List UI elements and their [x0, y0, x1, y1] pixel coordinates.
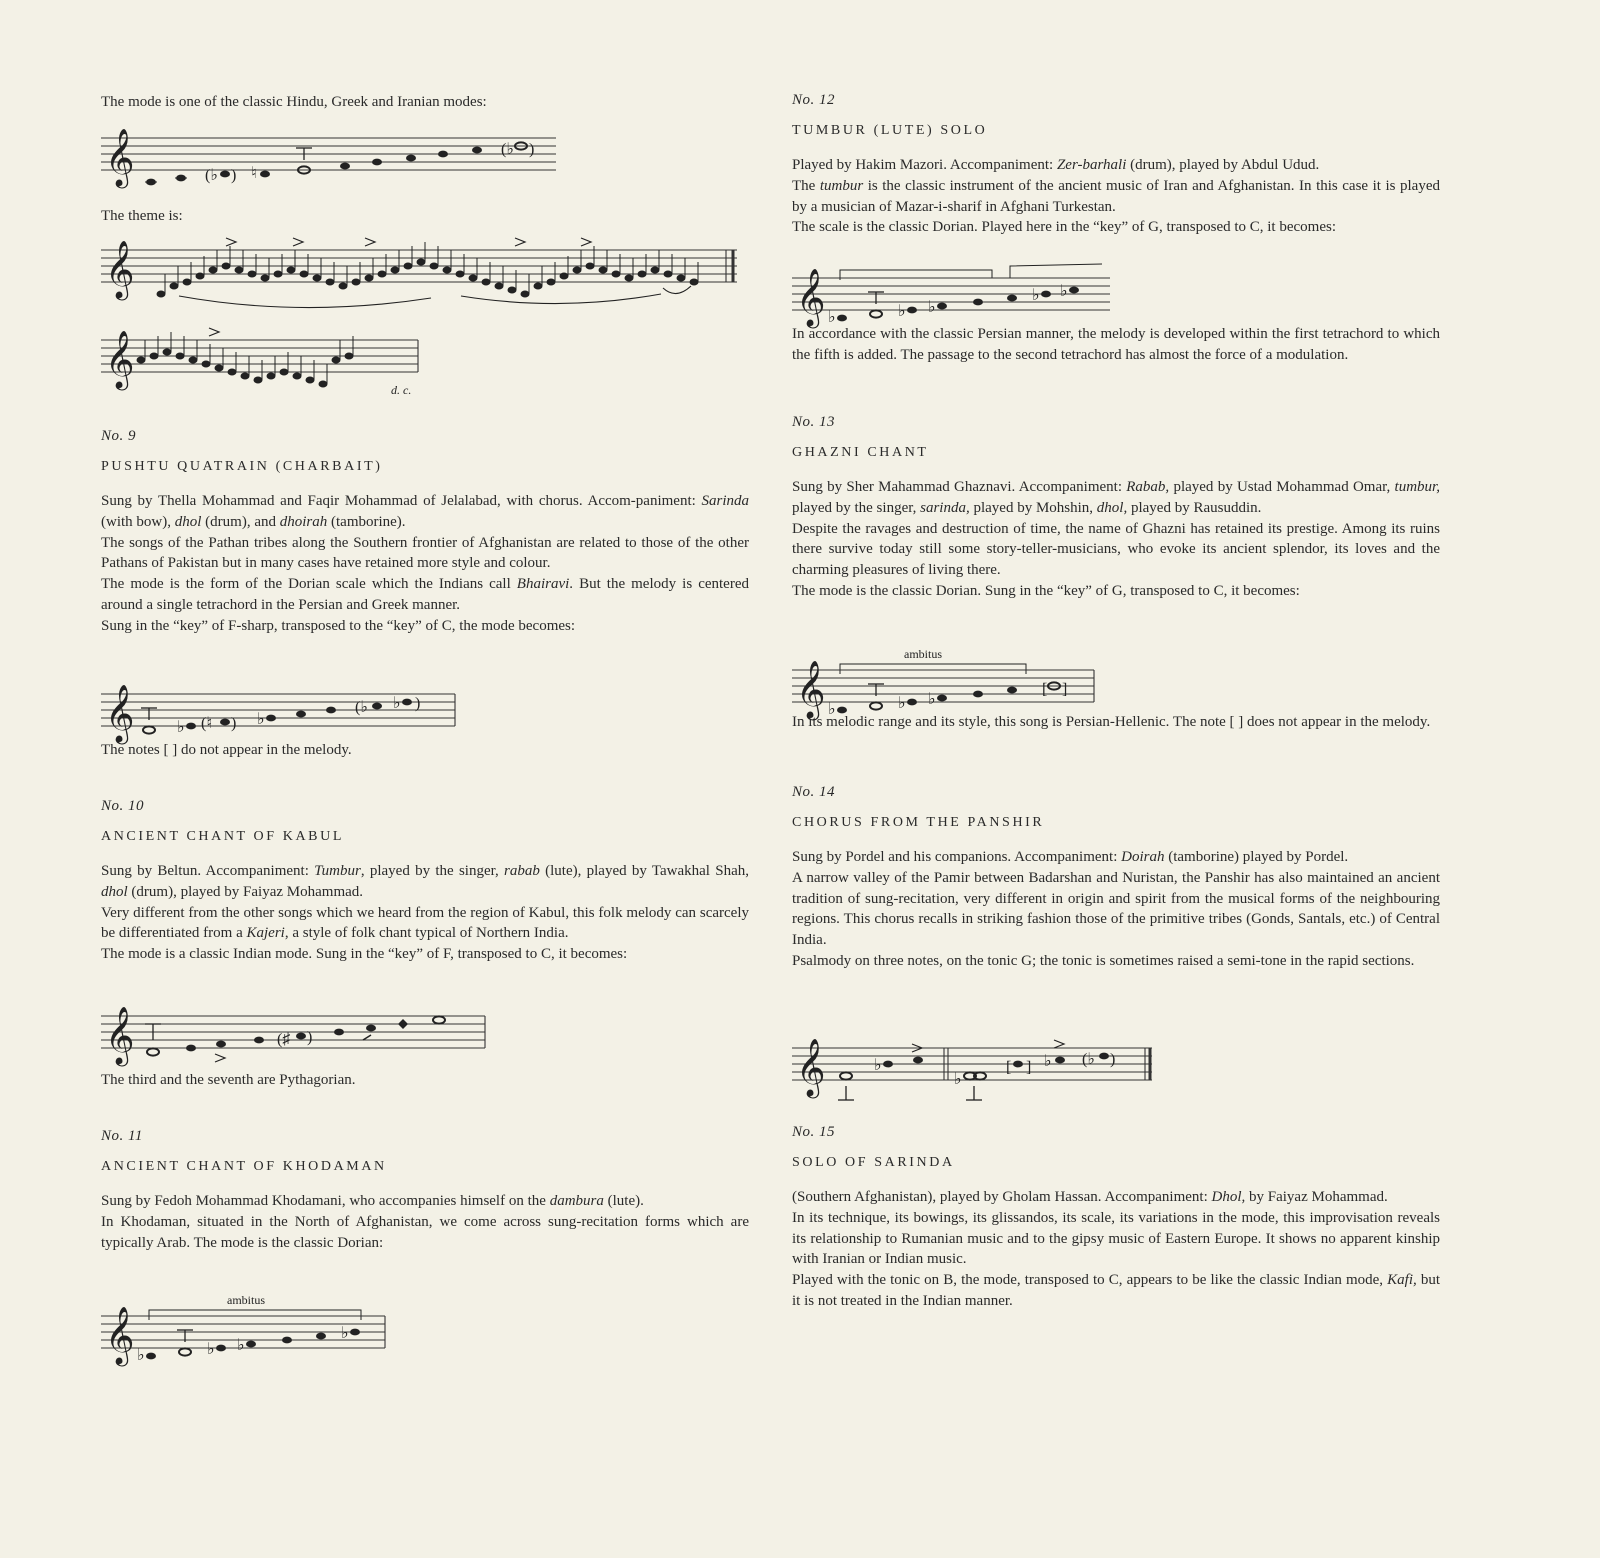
treble-clef-icon: 𝄞	[796, 1039, 826, 1095]
svg-text:): )	[231, 167, 237, 184]
section-title: SOLO OF SARINDA	[792, 1155, 955, 1170]
paragraph: Sung by Thella Mohammad and Faqir Mohammad of Jelalabad, with chorus. Accom-paniment: Sarinda (with bow), dhol (drum), and dhoirah (tamborine).	[101, 493, 749, 530]
paragraph: In Khodaman, situated in the North of Afghanistan, we come across sung-recitation forms which are typically Arab. The mode is the classic Dorian:	[101, 1213, 749, 1251]
paragraph: The scale is the classic Dorian. Played here in the “key” of G, transposed to C, it becomes:	[792, 219, 1336, 236]
section-title: TUMBUR (LUTE) SOLO	[792, 123, 988, 138]
theme-note	[274, 271, 282, 277]
section-number: No. 14	[792, 784, 836, 800]
paragraph: Sung by Pordel and his companions. Accompaniment: Doirah (tamborine) played by Pordel.	[792, 849, 1349, 865]
staff-no11-mode	[101, 1292, 401, 1362]
staff-no10-mode	[101, 1002, 491, 1072]
treble-clef-icon: 𝄞	[105, 1307, 135, 1363]
svg-text:♭: ♭	[828, 309, 836, 326]
section-number: No. 10	[101, 798, 145, 814]
paragraph: The tumbur is the classic instrument of the ancient music of Iran and Afghanistan. In this case it is played by a musician of Mazar-i-sharif in Afghani Turkestan.	[792, 177, 1440, 215]
paragraph: Sung in the “key” of F-sharp, transposed to the “key” of C, the mode becomes:	[101, 617, 576, 634]
section-no13	[792, 414, 1440, 602]
theme-note	[638, 271, 646, 277]
no13-after	[792, 712, 1440, 733]
section-number: No. 13	[792, 414, 836, 430]
theme-note	[313, 275, 321, 281]
svg-text:): )	[1110, 1051, 1116, 1068]
svg-text:(♮: (♮	[201, 715, 213, 732]
theme-note	[332, 357, 340, 363]
theme-note	[280, 369, 288, 375]
treble-clef-icon: 𝄞	[105, 685, 135, 741]
slurs	[179, 286, 691, 308]
mode-intro	[101, 92, 749, 113]
theme-note	[287, 267, 295, 273]
paragraph: The songs of the Pathan tribes along the Southern frontier of Afghanistan are related to those of the other Pathans of Pakistan but in many cases have retained more style and colour.	[101, 534, 749, 572]
theme-note	[482, 279, 490, 285]
paragraph: Played by Hakim Mazori. Accompaniment: Zer-barhali (drum), played by Abdul Udud.	[792, 157, 1320, 173]
svg-text:(♭: (♭	[355, 699, 368, 716]
mode-intro-text: The mode is one of the classic Hindu, Greek and Iranian modes:	[101, 94, 487, 110]
theme-note	[254, 377, 262, 383]
scale-notes	[828, 283, 1079, 326]
section-number: No. 12	[792, 92, 836, 108]
staff-no12-scale	[792, 254, 1122, 324]
mode-notes	[145, 1016, 445, 1062]
svg-text:♭: ♭	[954, 1071, 962, 1088]
ambitus-bracket	[149, 1310, 361, 1320]
svg-text:): )	[231, 715, 237, 732]
theme-note	[157, 291, 165, 297]
theme-note	[189, 357, 197, 363]
svg-text:♭: ♭	[874, 1057, 882, 1074]
paragraph: A narrow valley of the Pamir between Badarshan and Nuristan, the Panshir has also maintained an ancient tradition of sung-recitation, very different in origin and spirit from the musical forms of the neighbouring regions. This chorus recalls in striking fashion those of the primitive tribes (Gonds, Santals, etc.) of Central India.	[792, 869, 1440, 949]
svg-text:♭: ♭	[1044, 1053, 1052, 1070]
svg-text:♭: ♭	[207, 1341, 215, 1358]
svg-text:[: [	[1042, 681, 1048, 698]
theme-note	[215, 365, 223, 371]
paragraph: Sung by Sher Mahammad Ghaznavi. Accompaniment: Rabab, played by Ustad Mohammad Omar, tumbur, played by the singer, sarinda, played by Mohshin, dhol, played by Rausuddin.	[792, 479, 1440, 516]
mode-notes	[137, 1325, 360, 1364]
theme-note	[248, 271, 256, 277]
paragraph: (Southern Afghanistan), played by Gholam Hassan. Accompaniment: Dhol, by Faiyaz Mohammad.	[792, 1189, 1388, 1205]
svg-text:[: [	[1006, 1059, 1012, 1076]
paragraph: The mode is the classic Dorian. Sung in the “key” of G, transposed to C, it becomes:	[792, 582, 1300, 599]
theme-note	[508, 287, 516, 293]
paragraph: The notes [ ] do not appear in the melody.	[101, 742, 352, 758]
theme-note	[521, 291, 529, 297]
no12-after	[792, 324, 1440, 366]
svg-text:): )	[529, 141, 535, 158]
theme-note	[163, 349, 171, 355]
psalmody-notes	[838, 1040, 1115, 1100]
theme-note	[404, 263, 412, 269]
treble-clef-icon: 𝄞	[105, 129, 135, 185]
section-title: CHORUS FROM THE PANSHIR	[792, 815, 1045, 830]
svg-text:♭: ♭	[898, 303, 906, 320]
theme-note	[352, 279, 360, 285]
tetrachord-bracket-2	[1010, 264, 1102, 278]
paragraph: The mode is a classic Indian mode. Sung in the “key” of F, transposed to C, it becomes:	[101, 946, 628, 963]
theme-note	[534, 283, 542, 289]
treble-clef-icon: 𝄞	[796, 661, 826, 717]
svg-text:): )	[415, 695, 421, 712]
staff-theme-1	[101, 236, 741, 316]
theme-note	[170, 283, 178, 289]
no10-after	[101, 1070, 749, 1091]
paragraph: Very different from the other songs which we heard from the region of Kabul, this folk melody can scarcely be differentiated from a Kajeri, a style of folk chant typical of Northern India.	[101, 904, 749, 942]
svg-text:): )	[307, 1029, 313, 1046]
theme-note	[137, 357, 145, 363]
theme-note	[612, 271, 620, 277]
theme-intro-text: The theme is:	[101, 208, 183, 224]
theme-note	[599, 267, 607, 273]
theme-note	[651, 267, 659, 273]
theme-note	[677, 275, 685, 281]
treble-clef-icon: 𝄞	[796, 269, 826, 325]
dc-label: d. c.	[391, 383, 412, 397]
paragraph: In accordance with the classic Persian manner, the melody is developed within the first tetrachord to which the fifth is added. The passage to the second tetrachord has almost the force of a modulation.	[792, 326, 1440, 363]
section-title: PUSHTU QUATRAIN (CHARBAIT)	[101, 459, 383, 474]
svg-text:♭: ♭	[341, 1325, 349, 1342]
ambitus-label: ambitus	[227, 1293, 265, 1307]
svg-text:♭: ♭	[237, 1337, 245, 1354]
scale-notes	[145, 141, 534, 185]
accent-marks	[226, 238, 591, 246]
svg-text:(♯: (♯	[277, 1031, 291, 1048]
theme-note	[690, 279, 698, 285]
theme-note	[306, 377, 314, 383]
svg-text:♭: ♭	[137, 1347, 145, 1364]
svg-text:♭: ♭	[928, 691, 936, 708]
theme-note	[456, 271, 464, 277]
section-no14	[792, 784, 1440, 972]
staff-lines	[792, 1048, 1152, 1080]
theme-note	[495, 283, 503, 289]
staff-lines	[101, 1016, 485, 1048]
svg-text:♭: ♭	[177, 719, 185, 736]
theme-note	[586, 263, 594, 269]
section-no12	[792, 92, 1440, 238]
theme-note	[319, 381, 327, 387]
theme-note	[293, 373, 301, 379]
theme-note	[235, 267, 243, 273]
accent-mark	[209, 328, 219, 336]
svg-text:(♭: (♭	[501, 141, 514, 158]
staff-theme-2	[101, 326, 431, 406]
section-no10	[101, 798, 749, 965]
svg-text:]: ]	[1026, 1059, 1032, 1076]
staff-lines	[101, 694, 455, 726]
section-no11	[101, 1128, 749, 1253]
theme-note	[228, 369, 236, 375]
section-number: No. 15	[792, 1124, 836, 1140]
section-title: ANCIENT CHANT OF KABUL	[101, 829, 344, 844]
theme-note	[209, 267, 217, 273]
theme-note	[664, 271, 672, 277]
staff-no13-mode	[792, 646, 1102, 716]
theme-note	[339, 283, 347, 289]
theme-note	[241, 373, 249, 379]
theme-note	[196, 273, 204, 279]
svg-text:♭: ♭	[898, 695, 906, 712]
paragraph: The mode is the form of the Dorian scale which the Indians call Bhairavi. But the melody is centered around a single tetrachord in the Persian and Greek manner.	[101, 576, 749, 613]
section-title: GHAZNI CHANT	[792, 445, 929, 460]
theme-intro	[101, 206, 749, 227]
theme-note	[547, 279, 555, 285]
theme-note	[345, 353, 353, 359]
staff-lines	[101, 340, 418, 372]
theme-note	[300, 271, 308, 277]
treble-clef-icon: 𝄞	[105, 241, 135, 297]
theme-note	[391, 267, 399, 273]
svg-text:♭: ♭	[1032, 287, 1040, 304]
theme-note	[378, 271, 386, 277]
paragraph: In its melodic range and its style, this song is Persian-Hellenic. The note [ ] does not appear in the melody.	[792, 714, 1431, 730]
no9-after	[101, 740, 749, 761]
theme-note	[560, 273, 568, 279]
section-number: No. 9	[101, 428, 137, 444]
theme-note	[183, 279, 191, 285]
theme-note	[222, 263, 230, 269]
svg-text:♭: ♭	[928, 299, 936, 316]
paragraph: Played with the tonic on B, the mode, transposed to C, appears to be like the classic Indian mode, Kafi, but it is not treated in the Indian manner.	[792, 1272, 1440, 1309]
theme-note	[625, 275, 633, 281]
svg-text:♭: ♭	[828, 701, 836, 718]
theme-note	[573, 267, 581, 273]
svg-text:(♭: (♭	[1082, 1051, 1095, 1068]
svg-text:♮: ♮	[251, 165, 257, 182]
paragraph: Psalmody on three notes, on the tonic G; the tonic is sometimes raised a semi-tone in the rapid sections.	[792, 952, 1415, 969]
ambitus-label: ambitus	[904, 647, 942, 661]
paragraph: In its technique, its bowings, its glissandos, its scale, its variations in the mode, this improvisation reveals its relationship to Rumanian music and to the gipsy music of Eastern Europe. It shows no apparent kinship with Iranian or Indian music.	[792, 1209, 1440, 1268]
svg-text:♭: ♭	[1060, 283, 1068, 300]
theme-note	[430, 263, 438, 269]
theme-note	[202, 361, 210, 367]
theme-note	[443, 267, 451, 273]
treble-clef-icon: 𝄞	[105, 331, 135, 387]
staff-classic-modes	[101, 124, 561, 194]
svg-text:]: ]	[1062, 681, 1068, 698]
theme-note	[365, 275, 373, 281]
paragraph: Sung by Fedoh Mohammad Khodamani, who accompanies himself on the dambura (lute).	[101, 1193, 644, 1209]
section-no15	[792, 1124, 1440, 1312]
svg-text:♭: ♭	[257, 711, 265, 728]
svg-text:♭: ♭	[393, 695, 401, 712]
theme-note	[326, 279, 334, 285]
paragraph: The third and the seventh are Pythagorian.	[101, 1072, 356, 1088]
section-no9	[101, 428, 749, 637]
svg-text:(♭: (♭	[205, 167, 218, 184]
staff-lines	[101, 138, 556, 170]
theme-note	[417, 259, 425, 265]
staff-no9-mode	[101, 680, 461, 740]
ambitus-bracket	[840, 664, 1026, 674]
treble-clef-icon: 𝄞	[105, 1007, 135, 1063]
theme-note	[261, 275, 269, 281]
paragraph: Sung by Beltun. Accompaniment: Tumbur, played by the singer, rabab (lute), played by Tawakhal Shah, dhol (drum), played by Faiyaz Mohammad.	[101, 863, 749, 900]
section-number: No. 11	[101, 1128, 143, 1144]
mode-notes	[141, 695, 420, 736]
paragraph: Despite the ravages and destruction of time, the name of Ghazni has retained its prestige. Among its ruins there survive today still some story-teller-musicians, who evoke its ancient splendor, its loves and the charming pleasures of living there.	[792, 520, 1440, 579]
theme-note	[267, 373, 275, 379]
section-title: ANCIENT CHANT OF KHODAMAN	[101, 1159, 387, 1174]
theme-note	[469, 275, 477, 281]
staff-no14-psalmody	[792, 1030, 1162, 1110]
theme-note	[150, 353, 158, 359]
theme-note	[176, 353, 184, 359]
